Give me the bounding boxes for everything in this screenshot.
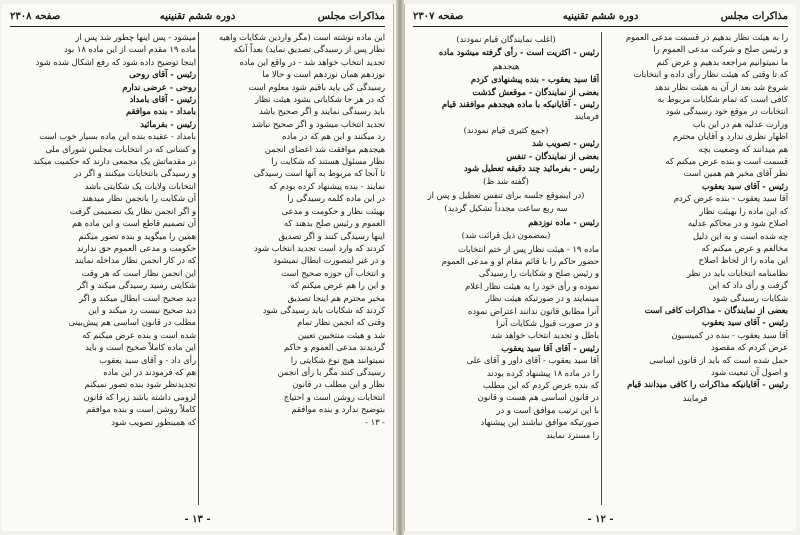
text-line: که این ماده را بهیئت نظار bbox=[699, 205, 788, 216]
text-line: چه شده است و به این دلیل bbox=[692, 230, 788, 241]
text-line: در قانون اساسی هم هست و قانون bbox=[477, 392, 599, 403]
speaker-line: رئیس - اکثریت است - رأی گرفته میشود ماده bbox=[438, 47, 599, 58]
text-line: مخالفم و عرض میکنم که bbox=[701, 242, 788, 253]
text-line: که همینطور تصویب شود bbox=[111, 416, 196, 427]
text-line: و کسانی که در انتخابات مجلس شورای ملی bbox=[45, 143, 196, 154]
speaker-line: رئیس - ماده نوزدهم bbox=[528, 216, 599, 227]
journal-title: مذاکرات مجلس bbox=[317, 11, 385, 22]
text-line: باید رسیدگی نمایند و اگر صحیح باشد bbox=[258, 106, 385, 117]
text-line: مطلب در قانون اساسی هم پیش‌بینی bbox=[68, 317, 196, 328]
text-line: ما نمیتوانیم مراجعه بدهیم و عرض کنم bbox=[656, 56, 788, 67]
text-line: وزارت عدلیه هم در این باب bbox=[692, 118, 788, 129]
text-line: تجدیدنظر شود بنده تصور نمیکنم bbox=[84, 379, 196, 390]
text-line: حکومت و مدعی العموم حق ندارند bbox=[76, 242, 196, 253]
stage-direction: (جمع کثیری قیام نمودند) bbox=[463, 124, 549, 135]
text-line: اظهار نظری ندارد و آقایان محترم bbox=[672, 131, 788, 142]
text-line: حمل شده است که باید از قانون اساسی bbox=[649, 354, 788, 365]
text-line: شد و هیئت منتخبین تعیین bbox=[297, 329, 385, 340]
text-line: گرفت و رأی داد که این bbox=[708, 280, 788, 291]
speaker-line: رئیس - تصویب شد bbox=[531, 138, 599, 149]
text-line: باطل و تجدید انتخاب خواهد شد bbox=[490, 330, 599, 341]
text-line: که بنده عرض کردم که این مطلب bbox=[482, 379, 599, 390]
text-line: رسیدگی کنند مگر با رأی انجمن bbox=[277, 366, 385, 377]
text-line: این ماده را از لحاظ اصلاح bbox=[698, 255, 788, 266]
text-line: شروع شد بعد از آن به هیئت نظار ندهد bbox=[654, 81, 788, 92]
session-title: دوره ششم تقنینیه bbox=[159, 11, 236, 22]
left-page bbox=[2, 4, 394, 531]
text-line: انتخابات ولایات یک شکایتی باشد bbox=[84, 180, 196, 191]
page-number-label: صفحه ٢٣٠٨ bbox=[10, 11, 61, 22]
speaker-line: رئیس - آقایانیکه با ماده هیجدهم موافقند قیام bbox=[441, 99, 599, 110]
text-line: با این ترتیب موافق است و در bbox=[496, 404, 599, 415]
text-line: که در هر جا شکایاتی بشود هیئت نظار bbox=[254, 94, 385, 105]
text-line: بهیئت نظار و حکومت و مدعی bbox=[281, 205, 385, 216]
text-line: شکایتی رسید رسیدگی میکند و اگر bbox=[77, 280, 196, 291]
text-line: بامداد - عقیده بنده این ماده بسیار خوب است bbox=[39, 131, 196, 142]
text-line: رأی داد - و آقای سید یعقوب bbox=[99, 354, 196, 365]
text-line: عرض کردم که مقصود bbox=[710, 342, 788, 353]
page-number-label: صفحه ٢٣٠٧ bbox=[413, 11, 464, 22]
text-line: نوزدهم همان نوزدهم است و حالا ما bbox=[262, 69, 385, 80]
text-line: و اگر انجمن نظار یک تصمیمی گرفت bbox=[69, 205, 196, 216]
text-line: مخبر محترم هم اینجا تصدیق bbox=[287, 292, 385, 303]
text-line: آن شکایت را بانجمن نظار میدهند bbox=[81, 193, 196, 204]
text-line: همین را میگوید و بنده تصور میکنم bbox=[78, 230, 196, 241]
text-line: نظار مسئول هستند که شکایت را bbox=[271, 156, 385, 167]
text-line: تجدید انتخاب خواهد شد - در واقع این ماده bbox=[239, 56, 385, 67]
text-line: ماده ١٩ - هیئت نظار پس از ختم انتخابات bbox=[457, 243, 599, 254]
speaker-line: رئیس - بفرمائید چند دقیقه تعطیل شود bbox=[463, 163, 599, 174]
stage-direction: (اغلب نمایندگان قیام نمودند) bbox=[456, 34, 556, 44]
page-folio: - ١٢ - bbox=[587, 514, 614, 525]
text-line: و اصول آن تبعیت شود bbox=[710, 366, 788, 377]
text-line: اینها رسیدگی کنند و اگر تصدیق bbox=[278, 230, 385, 241]
speaker-line: رئیس - آقای سید یعقوب bbox=[701, 180, 788, 191]
speaker-line: رئیس - بفرمائید bbox=[140, 118, 196, 129]
text-line: مینمایند و در صورتیکه هیئت نظار bbox=[485, 293, 599, 304]
text-line: این ماده نوشته است (مگر واردین شکایات واهیه bbox=[218, 32, 385, 42]
text-line: نموده و رأی خود را به هیئت نظار اعلام bbox=[464, 280, 599, 291]
text-line: این انجمن نظار است که هر وقت bbox=[81, 267, 196, 278]
session-title: دوره ششم تقنینیه bbox=[562, 11, 639, 22]
text-line: اینجا توضیح داده شود که رفع اشکال شده شود bbox=[35, 56, 196, 67]
text-line: لزومی داشته باشد زیرا که قانون bbox=[83, 391, 196, 402]
text-line: و در صورت قبول شکایات آنرا bbox=[495, 317, 599, 328]
speaker-line: بعضی از نمایندگان - موقعش گذشت bbox=[472, 86, 599, 97]
speaker-line: بعضی از نمایندگان - تنفس bbox=[506, 150, 599, 161]
text-line: شده است و بنده عرض میکنم که bbox=[82, 329, 196, 340]
text-columns bbox=[10, 32, 385, 505]
text-line: العموم و رئیس صلح بدهند که bbox=[283, 218, 385, 229]
text-line: نظامنامه انتخابات باید در نظر bbox=[686, 267, 788, 278]
text-line: را در ماده ١٨ پیشنهاد کرده بودند bbox=[486, 367, 599, 378]
text-columns bbox=[413, 32, 788, 505]
text-line: در مقدماتش یک مجمعی دارند که حکمیت میکند bbox=[33, 156, 196, 167]
text-line: کاملاً روشن است و بنده موافقم bbox=[86, 404, 196, 415]
text-line: آقا سید یعقوب - بنده عرض کردم bbox=[673, 193, 788, 204]
text-column-left bbox=[413, 32, 599, 505]
text-line: گردیدند مدعی العموم و حاکم bbox=[284, 342, 385, 353]
text-line: آقا سید یعقوب - بنده در کمیسیون bbox=[671, 329, 788, 340]
text-line: آن تصمیم قاطع است و این ماده هم bbox=[72, 218, 196, 229]
text-line: که تا وقتی که هیئت نظار رأی داده و انتخابات bbox=[633, 69, 788, 80]
text-line: صورتیکه موافق نباشند این پیشنهاد bbox=[480, 417, 599, 428]
text-line: این ماده کاملاً صحیح است و باید bbox=[85, 342, 196, 353]
speaker-line: رئیس - آقای بامداد bbox=[129, 94, 196, 105]
text-line: حضور حاکم را با قائم مقام او و مدعی العموم bbox=[441, 255, 599, 266]
text-line: که در کار انجمن نظار مداخله نمایند bbox=[74, 255, 196, 266]
speaker-line: رئیس - آقای آقا سید یعقوب bbox=[501, 342, 599, 353]
text-line: کردند که شکایات باید رسیدگی شود bbox=[262, 304, 385, 315]
text-line: رسیدگی کی باید باقیم شود معلوم است bbox=[248, 81, 385, 92]
text-line: و رئیس صلح و شکایات را رسیدگی bbox=[478, 268, 599, 279]
text-line: نمایند - بنده پیشنهاد کرده بودم که bbox=[268, 180, 385, 191]
text-line: - ١٣ - bbox=[365, 416, 385, 427]
text-line: آنرا مطابق قانون ندانند اعتراض نموده bbox=[467, 305, 599, 316]
text-line: در این ماده کلمه رسیدگی را bbox=[287, 193, 385, 204]
text-column-right bbox=[602, 32, 788, 505]
journal-title: مذاکرات مجلس bbox=[720, 11, 788, 22]
right-page bbox=[404, 4, 796, 531]
speaker-line: رئیس - آقای روحی bbox=[129, 69, 196, 80]
column-divider bbox=[198, 32, 199, 505]
text-line: و رئیس صلح و شرکت مدعی العموم را bbox=[653, 44, 788, 55]
text-line: انتخابات در موقع خود رسیدگی شود bbox=[665, 106, 788, 117]
speaker-line: رئیس - آقای سید یعقوب bbox=[701, 317, 788, 328]
text-line: اصلاح شود و در محاکم عدلیه bbox=[687, 218, 788, 229]
page-folio: - ١٣ - bbox=[184, 514, 211, 525]
text-line: دید صحیح نیست رد میکند و این bbox=[88, 304, 196, 315]
stage-direction: (بمضمون ذیل قرائت شد) bbox=[461, 230, 551, 241]
text-line: و این را هم عرض میکنم که bbox=[290, 280, 385, 291]
text-line: و در غیر اینصورت ابطال نمیشود bbox=[273, 255, 385, 266]
text-line: وقتی که انجمن نظار تمام bbox=[297, 317, 385, 328]
stage-direction: (گفته شد ظ) bbox=[483, 176, 529, 187]
text-line: نظار و این مطلب در قانون bbox=[292, 379, 385, 390]
speaker-line: بعضی از نمایندگان - مذاکرات کافی است bbox=[644, 304, 788, 315]
text-line: کافی است که تمام شکایات مربوط به bbox=[657, 94, 788, 105]
text-line: و رسیدگی بانتخابات میکنند و اگر در bbox=[73, 168, 196, 179]
text-line: تا آنجا که مربوط به آنها است رسیدگی bbox=[253, 168, 385, 179]
text-line: هیجدهم موافقت شد اعضای انجمن bbox=[264, 143, 385, 154]
speaker-line: بامداد - بنده موافقم bbox=[126, 106, 196, 117]
text-line: دید صحیح است ابطال میکند و اگر bbox=[78, 292, 196, 303]
text-line: فرمایند bbox=[682, 392, 708, 403]
text-column-left bbox=[10, 32, 196, 505]
text-line: ماده ١٩ مقدم است از این ماده ١٨ بود bbox=[63, 44, 196, 55]
text-line: کردند که وارد است تجدید انتخاب شود bbox=[254, 242, 385, 253]
text-line: فرمایند bbox=[574, 111, 599, 122]
text-line: هم میدانند که وضعیت بچه bbox=[698, 143, 788, 154]
page-header bbox=[413, 10, 788, 27]
text-line: تجدید انتخاب میشود و اگر صحیح نباشد bbox=[251, 118, 385, 129]
text-line: شکایات رسیدگی شود bbox=[712, 292, 788, 303]
speaker-line: آقا سید یعقوب - بنده پیشنهادی کردم bbox=[470, 74, 599, 85]
text-line: رد میکنند و این هم که در ماده bbox=[281, 131, 385, 142]
text-line: نظار پس از رسیدگی تصدیق نماید) بعداً آنکه bbox=[233, 44, 385, 55]
text-line: میشود - پس اینها چطور شد پس از bbox=[75, 32, 196, 42]
text-line: هم که فرمودند در این ماده bbox=[103, 366, 196, 377]
text-line: بتوضیح ندارد و بنده موافقم bbox=[291, 404, 385, 415]
text-line: آقا سید یعقوب - آقای داور و آقای علی bbox=[466, 355, 599, 366]
text-line: انتخابات روشن است و احتیاج bbox=[283, 391, 385, 402]
text-line: را مسترد نمایند bbox=[545, 429, 599, 440]
speaker-line: روحی - عرضی ندارم bbox=[122, 81, 196, 92]
page-header bbox=[10, 10, 385, 27]
text-line: را به هیئت نظار بدهیم در قسمت مدعی العموم bbox=[625, 32, 788, 42]
column-divider bbox=[601, 32, 602, 505]
text-column-right bbox=[199, 32, 385, 505]
book-gutter bbox=[396, 0, 404, 535]
speaker-line: رئیس - آقایانیکه مذاکرات را کافی میدانند قیام bbox=[627, 379, 788, 390]
text-line: قسمت است و بنده عرض میکنم که bbox=[665, 156, 788, 167]
text-line: و انتخاب آن حوزه صحیح است bbox=[281, 267, 385, 278]
text-line: نظر آقای مخبر هم همین است bbox=[683, 168, 788, 179]
text-line: هیجدهم bbox=[492, 60, 520, 71]
text-line: نمیتوانند هیچ نوع شکایتی را bbox=[290, 354, 385, 365]
stage-direction: سه ربع ساعت مجدداً تشکیل گردید) bbox=[444, 203, 568, 214]
stage-direction: (در اینموقع جلسه برای تنفس تعطیل و پس از bbox=[427, 189, 585, 200]
